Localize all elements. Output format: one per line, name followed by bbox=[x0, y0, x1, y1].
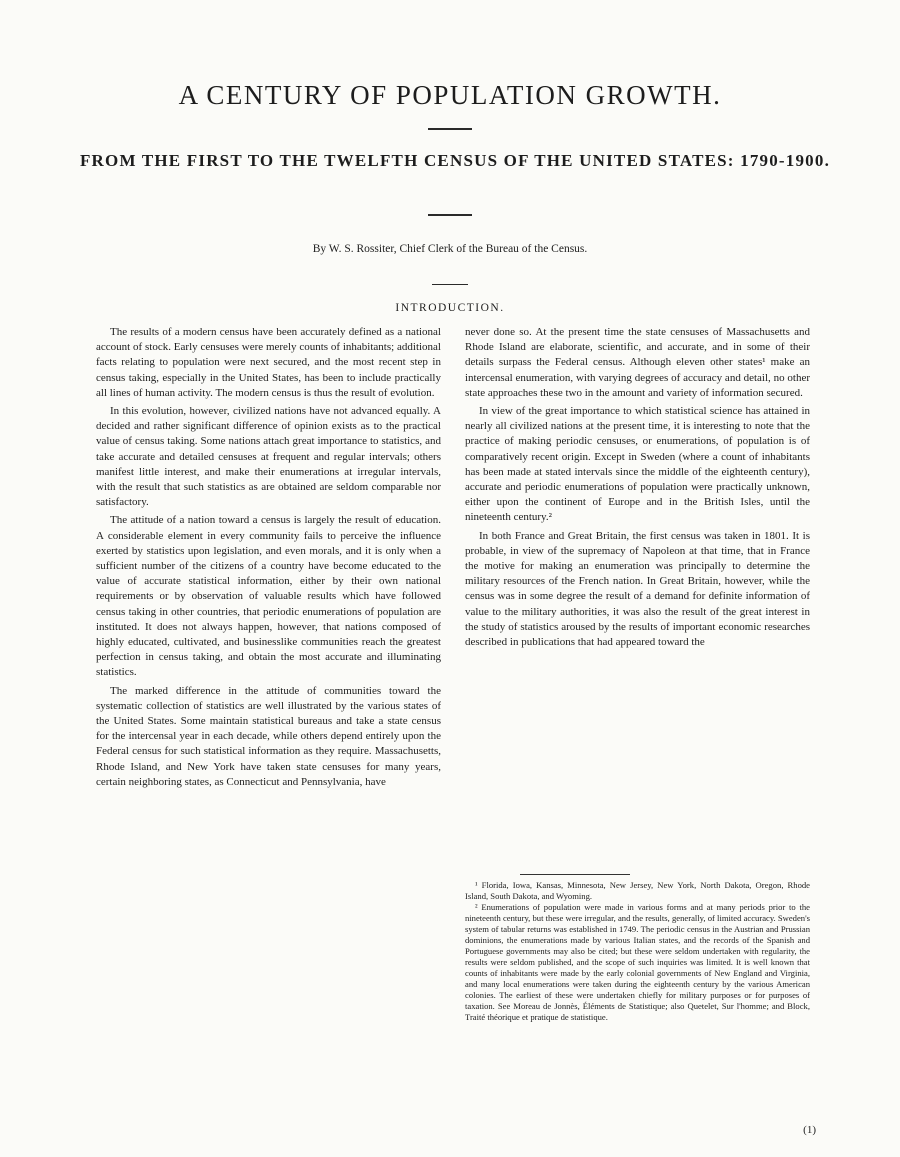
right-text-column bbox=[465, 325, 810, 870]
document-title: A CENTURY OF POPULATION GROWTH. bbox=[178, 80, 722, 110]
footnotes bbox=[465, 880, 810, 1095]
left-text-column bbox=[96, 325, 441, 1115]
paragraph: The marked difference in the attitude of communities toward the systematic collection of statistics are well illustrated by the various states of the United States. Some maintain statistical bureaus and take a state census for the intercensal year in each decade, while others depend entirely upon the Federal census for such statistical information as they require. Massachusetts, Rhode Island, and New York have taken state censuses for many years, certain neighboring states, as Connecticut and Pennsylvania, have bbox=[96, 684, 441, 788]
footnote: ² Enumerations of population were made in various forms and at many periods prior to the nineteenth century, but these were irregular, and the results, generally, of limited accuracy. Sweden's system of tabular returns was established in 1749. The periodic census in the Austrian and Prussian dominions, the enumerations made by various Italian states, and the records of the Spanish and Portuguese governments may also be cited; but these were seldom undertaken with regularity, the results were seldom published, and the scope of such inquiries was limited. It is well known that counts of inhabitants were made by the early colonial governments of New England and Virginia, and many local enumerations were taken during the eighteenth century by the various American colonies. The earliest of these were undertaken chiefly for military purposes or for purposes of taxation. See Moreau de Jonnès, Éléments de Statistique; also Quetelet, Sur l'homme; and Block, Traité théorique et pratique de statistique. bbox=[465, 902, 810, 1022]
paragraph: The attitude of a nation toward a census is largely the result of education. A considerable element in every community fails to perceive the influence exerted by statistics upon legislation, and even morals, and it is only when a sufficient number of the citizens of a country have become educated to the value of accurate statistical information, either by their own national requirements or by observation of valuable results which have followed census taking in other countries, that periodic enumerations of population are instituted. It does not always happen, however, that nations composed of highly educated, cultivated, and businesslike communities reach the greatest perfection in census taking, and obtain the most accurate and illuminating statistics. bbox=[96, 514, 441, 679]
paragraph: never done so. At the present time the state censuses of Massachusetts and Rhode Island are elaborate, scientific, and accurate, and in some of their details surpass the Federal census. Although eleven other states¹ make an intercensal enumeration, with varying degrees of accuracy and detail, no other state approaches these two in the amount and variety of information secured. bbox=[465, 326, 810, 399]
title-divider bbox=[428, 128, 472, 130]
author-byline: By W. S. Rossiter, Chief Clerk of the Bureau of the Census. bbox=[312, 243, 588, 255]
paragraph: In view of the great importance to which statistical science has attained in nearly all civilized nations at the present time, it is interesting to note that the practice of making periodic censuses, or enumerations, of population is of comparatively recent origin. Except in Sweden (where a count of inhabitants has been made at stated intervals since the middle of the eighteenth century), accurate and periodic enumerations of population were practically unknown, either upon the continent of Europe and in the British Isles, until the nineteenth century.² bbox=[465, 405, 810, 524]
section-heading: INTRODUCTION. bbox=[395, 302, 505, 314]
footnote-divider bbox=[520, 874, 630, 875]
paragraph: The results of a modern census have been accurately defined as a national account of stock. Early censuses were merely counts of inhabitants; additional facts relating to population were next secured, and the most recent step in census taking, especially in the United States, has been to include practically all lines of human activity. The modern census is thus the result of evolution. bbox=[96, 326, 441, 399]
byline-divider bbox=[432, 284, 468, 285]
paragraph: In both France and Great Britain, the first census was taken in 1801. It is probable, in view of the supremacy of Napoleon at that time, that in France the motive for making an enumeration was principally to determine the military resources of the French nation. In Great Britain, however, while the census was in some degree the result of a demand for definite information of value to the military authorities, it was also the result of the great interest in the study of statistics aroused by the results of important economic researches described in publications that had appeared toward the bbox=[465, 529, 810, 649]
paragraph: In this evolution, however, civilized nations have not advanced equally. A decided and rather significant difference of opinion exists as to the practical value of census taking. Some nations attach great importance to statistics, and take accurate and detailed censuses at frequent and regular intervals; others manifest little interest, and make their enumerations at irregular intervals, with the result that such statistics as are obtained are seldom comparable nor satisfactory. bbox=[96, 405, 441, 509]
subtitle-divider bbox=[428, 214, 472, 216]
footnote: ¹ Florida, Iowa, Kansas, Minnesota, New Jersey, New York, North Dakota, Oregon, Rhode Island, South Dakota, and Wyoming. bbox=[465, 880, 810, 901]
document-subtitle: FROM THE FIRST TO THE TWELFTH CENSUS OF THE UNITED STATES: 1790-1900. bbox=[79, 151, 831, 170]
page-number: (1) bbox=[803, 1124, 816, 1136]
